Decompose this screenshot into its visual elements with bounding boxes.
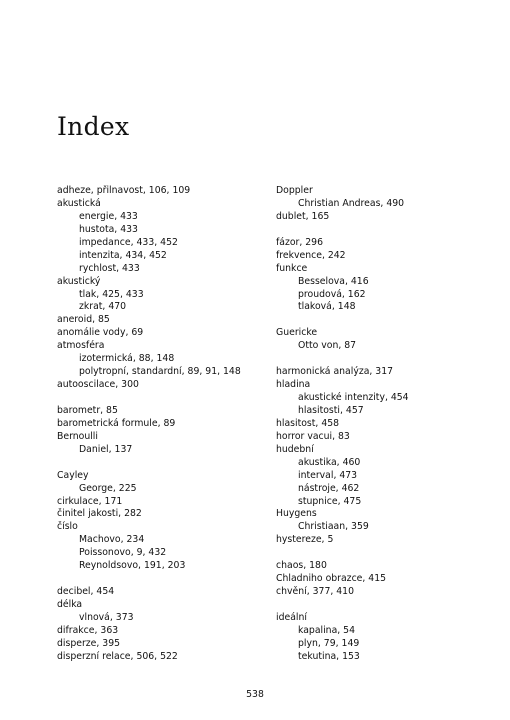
index-entry: Huygens (276, 508, 317, 520)
page-number: 538 (246, 689, 264, 700)
index-entry: ideální (276, 611, 307, 623)
page-title: Index (57, 112, 130, 141)
index-entry: číslo (57, 521, 78, 533)
index-entry: hladina (276, 379, 311, 391)
index-subentry: polytropní, standardní, 89, 91, 148 (79, 366, 241, 378)
index-subentry: impedance, 433, 452 (79, 236, 178, 248)
index-subentry: nástroje, 462 (298, 482, 360, 494)
index-entry: chvění, 377, 410 (276, 586, 355, 598)
index-subentry: rychlost, 433 (79, 262, 140, 274)
index-subentry: George, 225 (79, 482, 137, 494)
index-subentry: energie, 433 (79, 210, 138, 222)
index-entry: Chladniho obrazce, 415 (276, 573, 387, 585)
index-entry: Bernoulli (57, 430, 98, 442)
index-entry: fázor, 296 (276, 236, 324, 248)
index-entry: anomálie vody, 69 (57, 327, 144, 339)
index-subentry: tekutina, 153 (298, 650, 360, 662)
index-group-gap (57, 392, 262, 405)
index-subentry: Christiaan, 359 (298, 521, 369, 533)
index-entry: disperze, 395 (57, 637, 121, 649)
index-subentry: Otto von, 87 (298, 340, 357, 352)
index-subentry: intenzita, 434, 452 (79, 249, 167, 261)
index-entry: harmonická analýza, 317 (276, 366, 394, 378)
index-entry: disperzní relace, 506, 522 (57, 650, 178, 662)
index-subentry: plyn, 79, 149 (298, 637, 360, 649)
index-entry: decibel, 454 (57, 586, 115, 598)
index-subentry: vlnová, 373 (79, 611, 134, 623)
index-entry: autooscilace, 300 (57, 379, 139, 391)
index-subentry: Daniel, 137 (79, 443, 133, 455)
index-subentry: interval, 473 (298, 469, 358, 481)
index-entry: aneroid, 85 (57, 314, 110, 326)
index-column-left (57, 185, 262, 664)
index-subentry: hlasitosti, 457 (298, 404, 364, 416)
index-entry: akustická (57, 197, 101, 209)
index-subentry: izotermická, 88, 148 (79, 353, 175, 365)
index-entry: funkce (276, 262, 308, 274)
index-subentry: Reynoldsovo, 191, 203 (79, 560, 186, 572)
index-group-gap (276, 547, 476, 560)
index-entry: dublet, 165 (276, 210, 330, 222)
index-subentry: tlak, 425, 433 (79, 288, 144, 300)
index-subentry: akustické intenzity, 454 (298, 392, 409, 403)
index-subentry: Machovo, 234 (79, 534, 145, 546)
index-group-gap (276, 599, 476, 612)
index-entry: cirkulace, 171 (57, 495, 123, 507)
index-subentry: kapalina, 54 (298, 624, 356, 636)
index-subentry: Christian Andreas, 490 (298, 197, 405, 209)
index-entry: atmosféra (57, 340, 105, 352)
index-entry: hystereze, 5 (276, 534, 334, 546)
index-subentry: hustota, 433 (79, 223, 138, 235)
index-entry: barometr, 85 (57, 404, 118, 416)
index-entry: difrakce, 363 (57, 624, 119, 636)
index-entry: Cayley (57, 469, 89, 481)
index-subentry: tlaková, 148 (298, 301, 356, 313)
index-subentry: akustika, 460 (298, 456, 361, 468)
index-group-gap (57, 457, 262, 470)
index-entry: hudební (276, 443, 314, 455)
index-entry: horror vacui, 83 (276, 430, 350, 442)
index-entry: akustický (57, 275, 101, 287)
index-subentry: proudová, 162 (298, 288, 366, 300)
index-subentry: Poissonovo, 9, 432 (79, 547, 167, 559)
index-entry: chaos, 180 (276, 560, 327, 572)
index-group-gap (276, 353, 476, 366)
index-entry: Guericke (276, 327, 318, 339)
index-group-gap (276, 224, 476, 237)
index-column-right (276, 185, 476, 664)
index-entry: činitel jakosti, 282 (57, 508, 142, 520)
index-subentry: stupnice, 475 (298, 495, 362, 507)
index-subentry: zkrat, 470 (79, 301, 127, 313)
index-entry: adheze, přilnavost, 106, 109 (57, 185, 191, 196)
index-subentry: Besselova, 416 (298, 275, 369, 287)
index-group-gap (57, 573, 262, 586)
index-group-gap (276, 314, 476, 327)
index-entry: délka (57, 599, 83, 610)
index-entry: frekvence, 242 (276, 249, 346, 261)
index-entry: hlasitost, 458 (276, 417, 340, 429)
index-entry: barometrická formule, 89 (57, 417, 176, 429)
index-entry: Doppler (276, 185, 313, 196)
